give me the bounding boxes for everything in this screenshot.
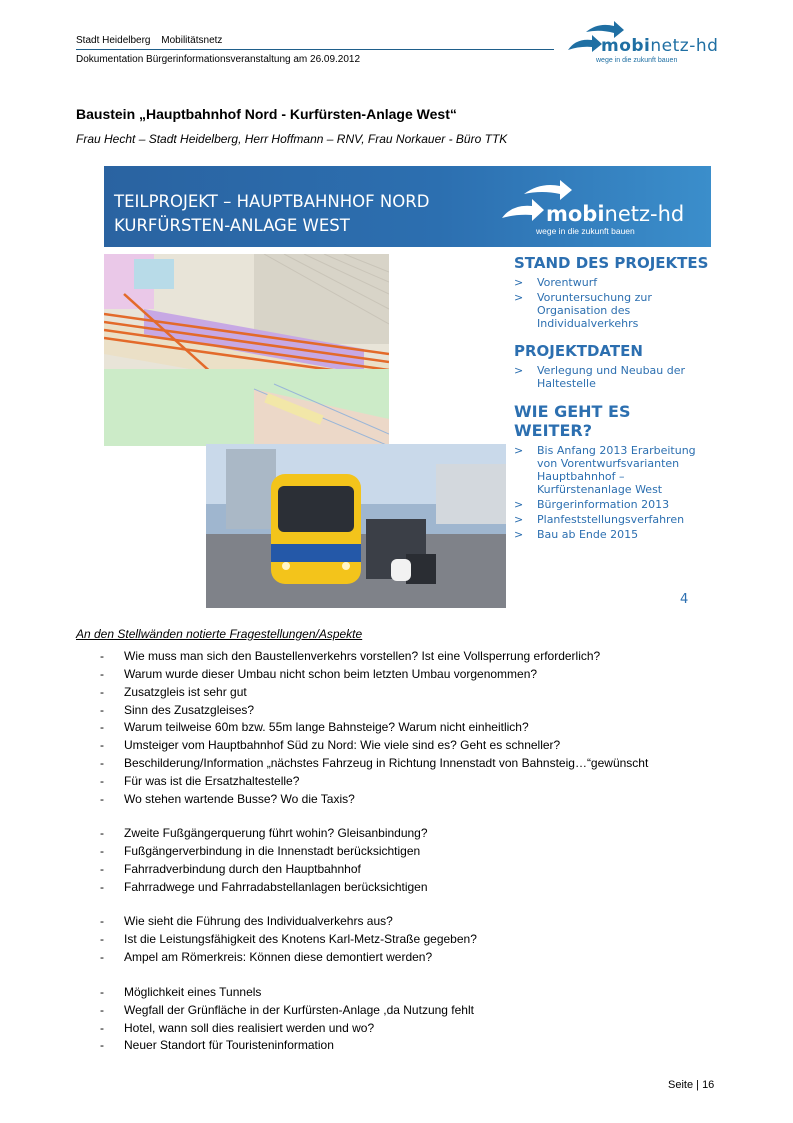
page-title: Baustein „Hauptbahnhof Nord - Kurfürsten-Anlage West“ — [76, 106, 457, 122]
slide-list-item: > Verlegung und Neubau der Haltestelle — [514, 364, 686, 390]
slide-section-list — [514, 364, 711, 390]
page-subtitle: Frau Hecht – Stadt Heidelberg, Herr Hoffmann – RNV, Frau Norkauer - Büro TTK — [76, 132, 508, 146]
section-title: An den Stellwänden notierte Fragestellungen/Aspekte — [76, 627, 363, 641]
slide-list-item: > Vorentwurf — [514, 276, 598, 289]
slide-page-number: 4 — [680, 592, 689, 607]
header-project: Mobilitätsnetz — [161, 35, 223, 46]
header-doc: Dokumentation Bürgerinformationsveranstaltung am 26.09.2012 — [76, 54, 361, 65]
slide-title — [114, 190, 429, 238]
slide-info-panel — [514, 254, 711, 543]
presentation-slide — [104, 166, 711, 611]
header-logo-tagline: wege in die zukunft bauen — [596, 57, 678, 64]
header-org-line — [76, 35, 222, 46]
page-footer: Seite | 16 — [668, 1079, 715, 1091]
slide-logo-tagline: wege in die zukunft bauen — [536, 226, 635, 236]
slide-title-line1: TEILPROJEKT – HAUPTBAHNHOF NORD — [114, 192, 430, 211]
slide-list-item: > Bau ab Ende 2015 — [514, 528, 639, 541]
slide-list-item: > Bürgerinformation 2013 — [514, 498, 670, 511]
slide-section-heading: PROJEKTDATEN — [514, 342, 643, 360]
header-org: Stadt Heidelberg — [76, 35, 151, 46]
tram-photo — [206, 444, 506, 608]
slide-section-heading: STAND DES PROJEKTES — [514, 254, 709, 272]
site-plan-map — [104, 254, 389, 446]
slide-section-list — [514, 444, 711, 541]
page-number: 16 — [702, 1079, 715, 1091]
slide-list-item: > Bis Anfang 2013 Erarbeitung von Vorentwurfsvarianten Hauptbahnhof – Kurfürstenanlage West — [514, 444, 696, 496]
slide-list-item: > Planfeststellungsverfahren — [514, 513, 685, 526]
slide-list-item: > Voruntersuchung zur Organisation des Individualverkehrs — [514, 291, 652, 330]
slide-section-list — [514, 276, 711, 330]
slide-section-heading: WIE GEHT ES WEITER? — [514, 402, 631, 440]
slide-title-line2: KURFÜRSTEN-ANLAGE WEST — [114, 216, 350, 235]
header-divider — [76, 49, 554, 50]
slide-logo-text: mobinetz-hd — [546, 202, 685, 226]
header-logo-text: mobinetz-hd — [601, 36, 719, 56]
